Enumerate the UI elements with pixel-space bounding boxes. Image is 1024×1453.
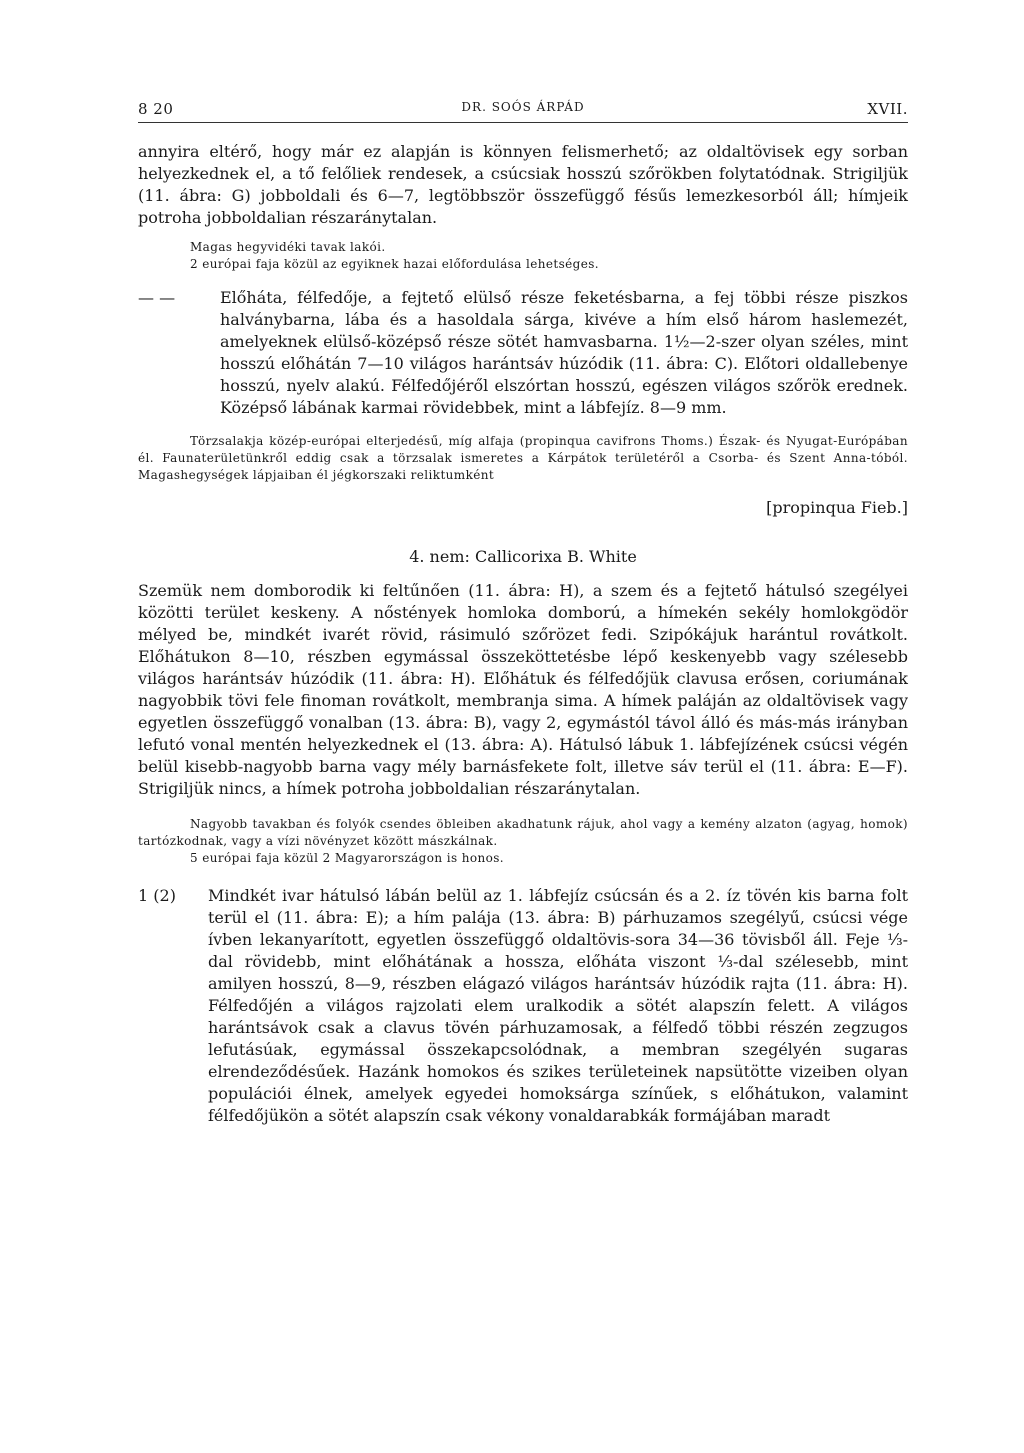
key-entry-1-label: 1 (2) [138,886,176,905]
note-genus-species: 5 európai faja közül 2 Magyarországon is honos. [190,851,504,865]
note-habitat-line1: Magas hegyvidéki tavak lakói. [190,240,386,254]
running-title: DR. SOÓS ÁRPÁD [461,100,585,114]
key-entry-text: Előháta, félfedője, a fejtető elülső része feketésbarna, a fej többi része piszkos halványbarna, lába és a hasoldala sárga, kivéve a hím első három haslemezét, amelyeknek elülső-középső része sötét hamvasbarna. 1½—2-szer olyan széles, mint hosszú előhátán 7—10 világos harántsáv húzódik (11. ábra: C). Előtori oldallebenye hosszú, nyelv alakú. Félfedőjéről elszórtan hosszú, egészen világos szőrök erednek. Középső lábának karmai rövidebbek, mint a lábfejíz. 8—9 mm. [220,288,908,417]
note-genus [138,816,908,867]
key-entry-label: — — [138,288,176,307]
paragraph-intro: annyira eltérő, hogy már ez alapján is könnyen felismerhető; az oldaltövisek egy sorban helyezkednek el, a tő felőliek rendesek, a csúcsiak hosszú szőrökben folytatódnak. Strigiljük (11. ábra: G) jobboldali és 6—7, legtöbbször összefüggő fésűs lemezkesorból áll; hímjeik potroha jobboldalian részaránytalan. [138,142,908,227]
key-entry-1-text: Mindkét ivar hátulsó lábán belül az 1. lábfejíz csúcsán és a 2. íz tövén kis barna folt terül el (11. ábra: E); a hím palája (13. ábra: B) párhuzamos szegélyű, csúcsi vége ívben lekanyarított, egyetlen összefüggő oldaltövis-sora 34—36 tövisből áll. Feje ⅓-dal rövidebb, mint előhátának a hossza, előháta viszont ⅓-dal szélesebb, mint amilyen hosszú, 8—9, részben elágazó világos harántsáv húzódik rajta (11. ábra: H). Félfedőjén a világos rajzolati elem uralkodik a sötét alapszín felett. A világos harántsávok csak a clavus tövén párhuzamosak, a félfedő többi részén zegzugos lefutásúak, egymással összekapcsolódnak, a membran szegélyén sugaras elrendeződésűek. Hazánk homokos és szikes területeinek napsütötte vizeiben olyan populációi élnek, amelyek egyedei homoksárga színűek, s előhátukon, valamint félfedőjükön a sötét alapszín csak vékony vonaldarabkák formájában maradt [208,886,908,1125]
section-number: XVII. [867,100,908,118]
header-rule [138,122,908,123]
note-habitat-line2: 2 európai faja közül az egyiknek hazai előfordulása lehetséges. [190,257,600,271]
key-entry-1 [138,885,908,1127]
key-entry-dash [138,287,908,419]
page-number: 8 20 [138,100,174,118]
genus-heading: 4. nem: Callicorixa B. White [409,547,637,566]
page [138,92,908,1127]
note-habitat [138,239,908,273]
note-distribution: Törzsalakja közép-európai elterjedésű, míg alfaja (propinqua cavifrons Thoms.) Észak- és Nyugat-Európában él. Faunaterületünkről eddig csak a törzsalak ismeretes a Kárpátok területéről a Csorba- és Szent Anna-tóból. Magashegységek lápjaiban él jégkorszaki reliktumként [138,434,908,482]
page-header [138,92,908,122]
note-genus-habitat: Nagyobb tavakban és folyók csendes öbleiben akadhatunk rájuk, ahol vagy a kemény alzaton (agyag, homok) tartózkodnak, vagy a vízi növényzet között mászkálnak. [138,817,908,848]
species-name: [propinqua Fieb.] [766,498,908,517]
genus-description: Szemük nem domborodik ki feltűnően (11. ábra: H), a szem és a fejtető hátulsó szegélyei közötti terület keskeny. A nőstények homloka domború, a hímekén sekély homlokgödör mélyed be, mindkét ivarét rövid, rásimuló szőrözet fedi. Szipókájuk harántul rovátkolt. Előhátukon 8—10, részben egymással összeköttetésbe lépő keskenyebb vagy szélesebb világos harántsáv húzódik (11. ábra: H). Előhátuk és félfedőjük clavusa erősen, coriumának nagyobbik tövi fele finoman rovátkolt, membranja sima. A hímek paláján az oldaltövisek vagy egyetlen összefüggő vonalban (13. ábra: B), vagy 2, egymástól távol álló és más-más irányban lefutó vonal mentén helyezkednek el (13. ábra: A). Hátulsó lábuk 1. lábfejízének csúcsi végén belül kisebb-nagyobb barna vagy mély barnásfekete folt, illetve sáv terül el (11. ábra: E—F). Strigiljük nincs, a hímek potroha jobboldalian részaránytalan. [138,581,908,798]
